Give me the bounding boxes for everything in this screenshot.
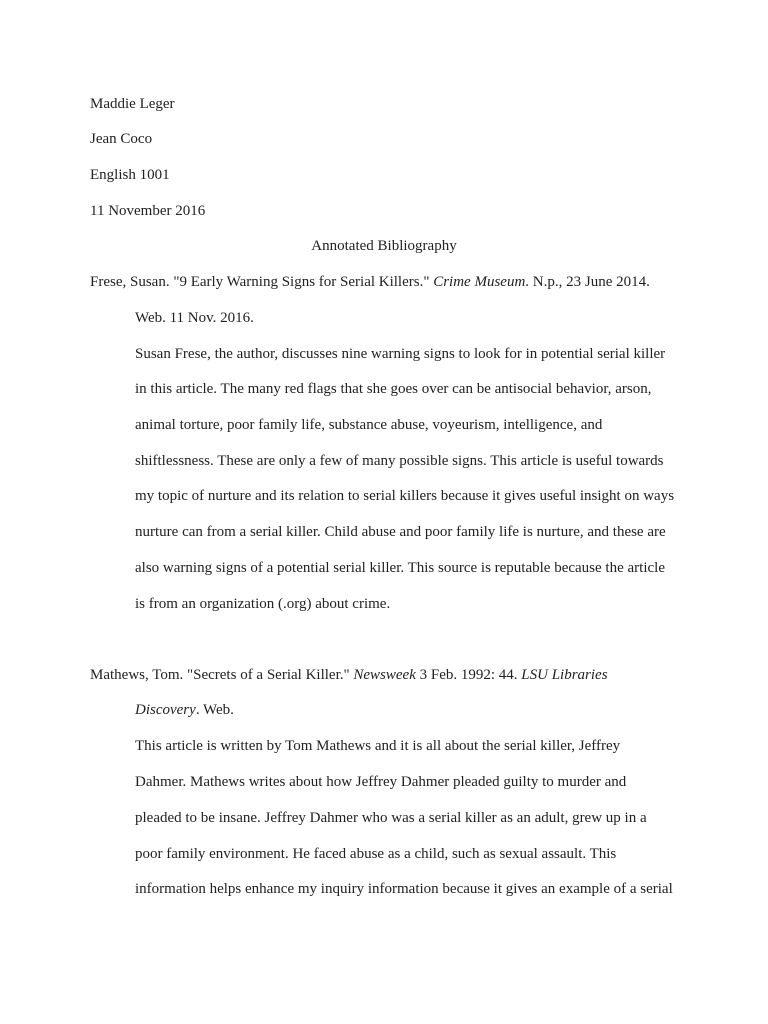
citation-1-pub-info: . N.p., 23 June 2014. <box>525 274 650 290</box>
citation-2-pub-info: 3 Feb. 1992: 44. <box>415 667 522 683</box>
citation-2-line-1 <box>90 666 608 684</box>
citation-1-line-1 <box>90 273 650 291</box>
citation-2-text: Mathews, Tom. "Secrets of a Serial Killer." <box>90 667 354 683</box>
citation-2-database-cont: Discovery <box>135 702 196 718</box>
annotation-2-line: poor family environment. He faced abuse as a child, such as sexual assault. This <box>135 846 617 862</box>
annotation-2-line: Dahmer. Mathews writes about how Jeffrey Dahmer pleaded guilty to murder and <box>135 774 627 790</box>
annotation-1-line: is from an organization (.org) about crime. <box>135 596 391 612</box>
annotation-1-line: animal torture, poor family life, substance abuse, voyeurism, intelligence, and <box>135 417 603 433</box>
annotation-1-line: also warning signs of a potential serial killer. This source is reputable because the article <box>135 560 665 576</box>
citation-2-database: LSU Libraries <box>521 667 608 683</box>
annotation-1-line: in this article. The many red flags that she goes over can be antisocial behavior, arson, <box>135 381 652 397</box>
instructor-name: Jean Coco <box>90 131 153 147</box>
document-title: Annotated Bibliography <box>311 238 457 254</box>
citation-1-line-2: Web. 11 Nov. 2016. <box>135 310 254 326</box>
annotation-2-line: information helps enhance my inquiry information because it gives an example of a serial <box>135 881 673 897</box>
citation-2-medium: . Web. <box>195 702 234 718</box>
annotation-2-line: pleaded to be insane. Jeffrey Dahmer who was a serial killer as an adult, grew up in a <box>135 810 647 826</box>
annotation-1-line: my topic of nurture and its relation to serial killers because it gives useful insight on ways <box>135 488 675 504</box>
citation-1-text: Frese, Susan. "9 Early Warning Signs for Serial Killers." <box>90 274 434 290</box>
annotation-2-line: This article is written by Tom Mathews and it is all about the serial killer, Jeffrey <box>135 738 621 754</box>
course-name: English 1001 <box>90 167 170 183</box>
citation-2-source: Newsweek <box>353 667 416 683</box>
citation-2-line-2 <box>135 701 234 719</box>
student-name: Maddie Leger <box>90 96 175 112</box>
annotation-1-line: shiftlessness. These are only a few of many possible signs. This article is useful towards <box>135 453 664 469</box>
annotation-1-line: Susan Frese, the author, discusses nine warning signs to look for in potential serial killer <box>135 346 666 362</box>
citation-1-source: Crime Museum <box>433 274 526 290</box>
annotation-1-line: nurture can from a serial killer. Child abuse and poor family life is nurture, and these are <box>135 524 666 540</box>
document-date: 11 November 2016 <box>90 203 206 219</box>
